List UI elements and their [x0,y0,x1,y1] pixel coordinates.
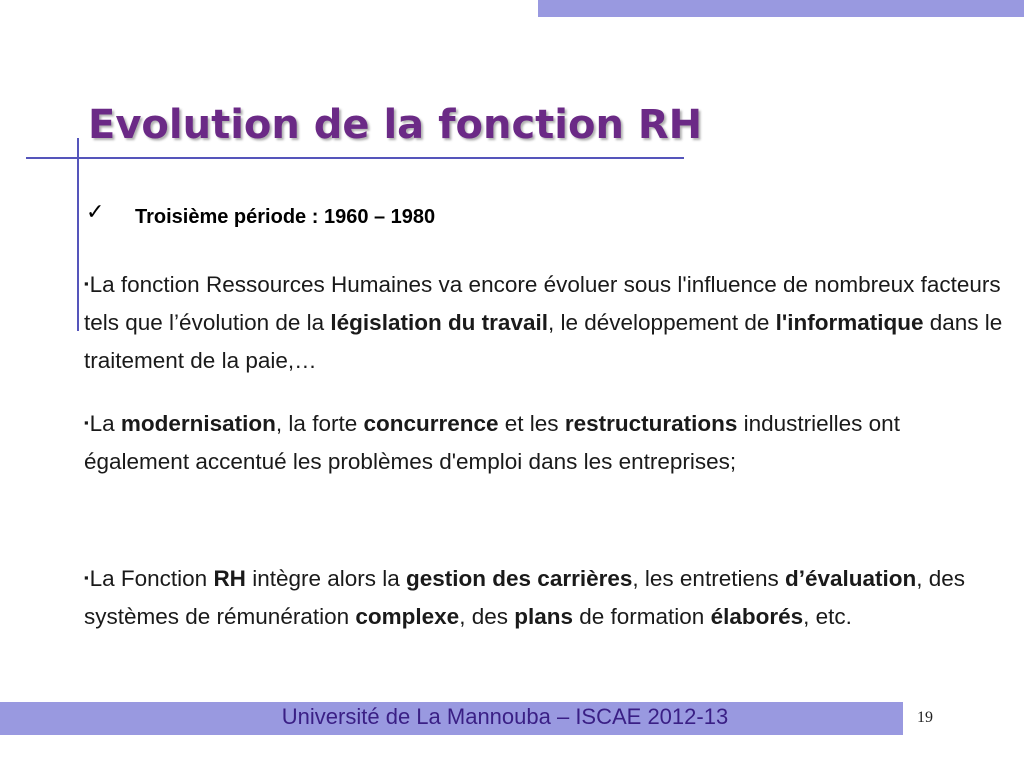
checkmark-icon: ✓ [86,199,105,224]
p3-text-2: intègre alors la [245,566,407,591]
p3-bold-5: plans [514,604,573,629]
p3-bold-3: d’évaluation [784,566,917,591]
p2-bold-2: concurrence [363,411,499,436]
p1-text-2: , le développement de [547,310,776,335]
paragraph-1 [84,265,1004,380]
slide-title: Evolution de la fonction RH [88,102,703,148]
top-accent-bar [538,0,1024,17]
p3-text-1: La Fonction [89,566,214,591]
footer-text: Université de La Mannouba – ISCAE 2012-13 [281,704,729,729]
square-bullet-icon: ▪ [84,415,89,430]
p2-text-2: , la forte [275,411,364,436]
p3-text-7: , etc. [803,604,852,629]
p3-bold-6: élaborés [710,604,804,629]
p1-text-3: dans le traitement de la paie,… [84,310,1003,373]
p2-bold-1: modernisation [120,411,276,436]
square-bullet-icon: ▪ [84,570,89,585]
p1-bold-2: l'informatique [775,310,924,335]
p3-text-3: , les entretiens [632,566,785,591]
p2-bold-3: restructurations [564,411,738,436]
p2-text-3: et les [498,411,565,436]
p3-bold-2: gestion des carrières [406,566,633,591]
p3-bold-1: RH [213,566,246,591]
title-underline [26,157,684,159]
p3-text-4: , des systèmes de rémunération [84,566,966,629]
page-number: 19 [917,709,933,726]
p1-bold-1: législation du travail [330,310,548,335]
p2-text-1: La [89,411,121,436]
vertical-rule [77,138,79,331]
p3-text-5: , des [459,604,515,629]
paragraph-3 [84,559,1004,636]
p3-text-6: de formation [573,604,711,629]
p1-text-1: La fonction Ressources Humaines va encore évoluer sous l'influence de nombreux facteurs tels que l’évolution de la [84,272,1001,335]
p2-text-4: industrielles ont également accentué les problèmes d'emploi dans les entreprises; [84,411,900,474]
paragraph-2 [84,404,1004,481]
p3-bold-4: complexe [355,604,460,629]
square-bullet-icon: ▪ [84,276,89,291]
period-heading: Troisième période : 1960 – 1980 [135,206,436,228]
